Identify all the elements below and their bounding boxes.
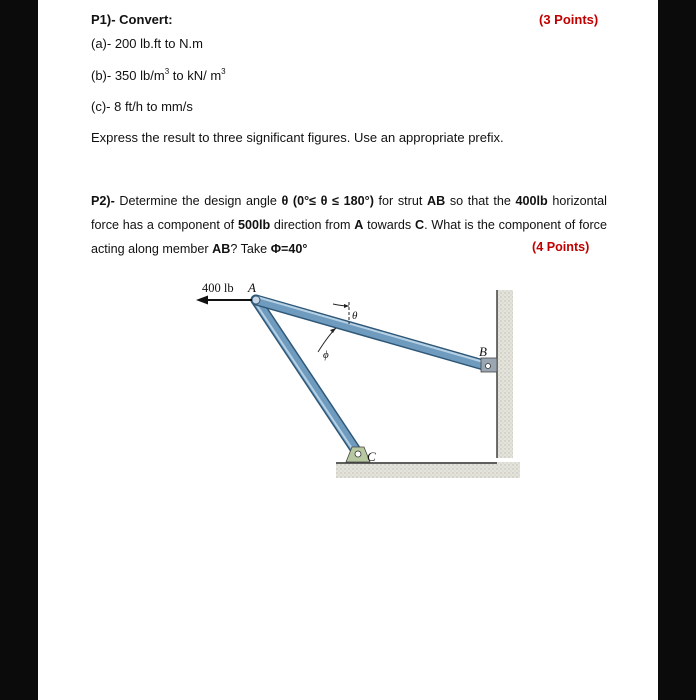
point-a-label: A: [248, 280, 256, 295]
p1-instruction: Express the result to three significant figures. Use an appropriate prefix.: [91, 130, 504, 145]
p1-part-c: (c)- 8 ft/h to mm/s: [91, 99, 193, 114]
phi-arrowhead: [330, 328, 336, 333]
p1-part-a: (a)- 200 lb.ft to N.m: [91, 36, 203, 51]
theta-arrowhead: [344, 304, 349, 308]
p2-points: (4 Points): [532, 240, 590, 254]
pin-a: [252, 296, 260, 304]
point-b-label: B: [479, 344, 487, 359]
point-c-label: C: [367, 449, 376, 464]
theta-label: θ: [352, 310, 358, 322]
force-arrowhead: [196, 296, 208, 305]
p1-part-b: (b)- 350 $lb/m^3$ to kN/ $m^3$: [91, 67, 226, 83]
p1-title: P1)- Convert:: [91, 12, 173, 27]
ground: [336, 462, 520, 478]
phi-label: ϕ: [323, 349, 329, 361]
p1-points: (3 Points): [539, 12, 599, 27]
pin-c: [355, 451, 361, 457]
p2-question: P2)- Determine the design angle θ (0°≤ θ ≤ 180°) for strut AB so that the 400lb horizontal force has a component of 500lb direction from A towards C. What is the component of force acting along member AB? Take Φ=40°: [91, 194, 607, 256]
force-label: 400 lb: [202, 281, 234, 295]
wall: [497, 290, 513, 458]
pin-b: [486, 364, 491, 369]
